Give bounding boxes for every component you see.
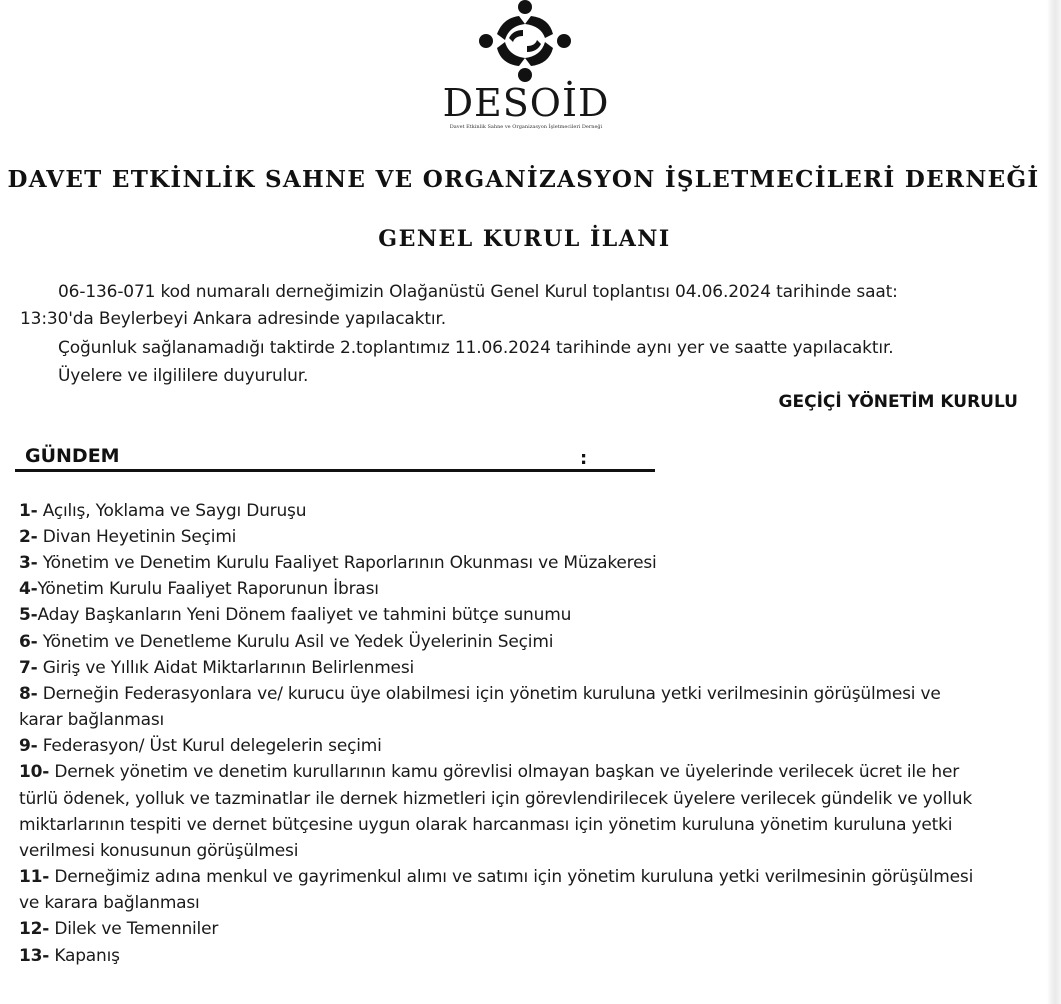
agenda-item-number: 6- <box>19 632 38 652</box>
agenda-item <box>19 605 571 625</box>
agenda-item <box>19 867 973 887</box>
agenda-item-text: Açılış, Yoklama ve Saygı Duruşu <box>42 501 307 521</box>
agenda-item-text: Dernek yönetim ve denetim kurullarının kamu görevlisi olmayan başkan ve üyelerinde verilecek ücret ile her <box>54 762 960 782</box>
agenda-item <box>19 553 657 573</box>
agenda-item-text: Giriş ve Yıllık Aidat Miktarlarının Belirlenmesi <box>42 658 415 678</box>
agenda-item-continuation: karar bağlanması <box>19 710 165 730</box>
agenda-item <box>19 658 414 678</box>
agenda-item <box>19 527 236 547</box>
agenda-item-text: Yönetim ve Denetim Kurulu Faaliyet Raporlarının Okunması ve Müzakeresi <box>42 553 657 573</box>
agenda-item-number: 3- <box>19 553 38 573</box>
agenda-item-text: Aday Başkanların Yeni Dönem faaliyet ve tahmini bütçe sunumu <box>37 605 572 625</box>
agenda-item-continuation: verilmesi konusunun görüşülmesi <box>19 841 299 861</box>
agenda-item-continuation: türlü ödenek, yolluk ve tazminatlar ile dernek hizmetleri için görevlendirilecek üyelere verilecek gündelik ve yolluk <box>19 789 973 809</box>
logo-subtitle: Davet Etkinlik Sahne ve Organizasyon İşletmecileri Derneği <box>449 124 603 130</box>
page-edge-shadow <box>1047 0 1061 1004</box>
agenda-item-number: 11- <box>19 867 50 887</box>
agenda-item-text: Federasyon/ Üst Kurul delegelerin seçimi <box>42 736 382 756</box>
notice-line-4: Üyelere ve ilgililere duyurulur. <box>58 366 309 386</box>
agenda-heading: GÜNDEM <box>25 445 120 467</box>
notice-line-1: 06-136-071 kod numaralı derneğimizin Olağanüstü Genel Kurul toplantısı 04.06.2024 tarihinde saat: <box>58 282 898 302</box>
agenda-item-number: 4- <box>19 579 38 599</box>
agenda-item-number: 7- <box>19 658 38 678</box>
notice-title: GENEL KURUL İLANI <box>378 226 671 252</box>
agenda-item <box>19 632 553 652</box>
agenda-item-text: Yönetim Kurulu Faaliyet Raporunun İbrası <box>37 579 379 599</box>
notice-line-2: 13:30'da Beylerbeyi Ankara adresinde yapılacaktır. <box>20 309 447 329</box>
agenda-item-text: Yönetim ve Denetleme Kurulu Asil ve Yedek Üyelerinin Seçimi <box>42 632 554 652</box>
agenda-item <box>19 684 941 704</box>
agenda-item <box>19 736 382 756</box>
agenda-item-number: 13- <box>19 946 50 966</box>
signature: GEÇİÇİ YÖNETİM KURULU <box>778 392 1018 412</box>
organization-title: DAVET ETKİNLİK SAHNE VE ORGANİZASYON İŞLETMECİLERİ DERNEĞİ <box>7 166 1040 193</box>
agenda-item-continuation: miktarlarının tespiti ve dernet bütçesine uygun olarak harcanması için yönetim kuruluna yönetim kuruluna yetki <box>19 815 953 835</box>
agenda-item-number: 2- <box>19 527 38 547</box>
agenda-item-text: Dilek ve Temenniler <box>54 919 219 939</box>
agenda-item-text: Derneğimiz adına menkul ve gayrimenkul alımı ve satımı için yönetim kuruluna yetki verilmesinin görüşülmesi <box>54 867 974 887</box>
agenda-colon: : <box>580 448 588 469</box>
agenda-item-number: 10- <box>19 762 50 782</box>
agenda-underline <box>15 469 655 472</box>
agenda-item <box>19 501 306 521</box>
agenda-item-number: 1- <box>19 501 38 521</box>
agenda-item <box>19 919 218 939</box>
agenda-item-number: 5- <box>19 605 38 625</box>
agenda-item-text: Divan Heyetinin Seçimi <box>42 527 237 547</box>
agenda-item-text: Kapanış <box>54 946 120 966</box>
agenda-item-continuation: ve karara bağlanması <box>19 893 200 913</box>
notice-line-3: Çoğunluk sağlanamadığı taktirde 2.toplantımız 11.06.2024 tarihinde aynı yer ve saatte yapılacaktır. <box>58 338 894 358</box>
agenda-item <box>19 946 120 966</box>
agenda-item-text: Derneğin Federasyonlara ve/ kurucu üye olabilmesi için yönetim kuruluna yetki verilmesinin görüşülmesi ve <box>42 684 941 704</box>
people-circle-logo-icon <box>479 0 571 82</box>
agenda-item-number: 9- <box>19 736 38 756</box>
desoid-logo <box>436 0 616 140</box>
agenda-item-number: 12- <box>19 919 50 939</box>
agenda-item-number: 8- <box>19 684 38 704</box>
agenda-item <box>19 762 959 782</box>
logo-wordmark: DESOİD <box>442 81 610 125</box>
agenda-item <box>19 579 379 599</box>
